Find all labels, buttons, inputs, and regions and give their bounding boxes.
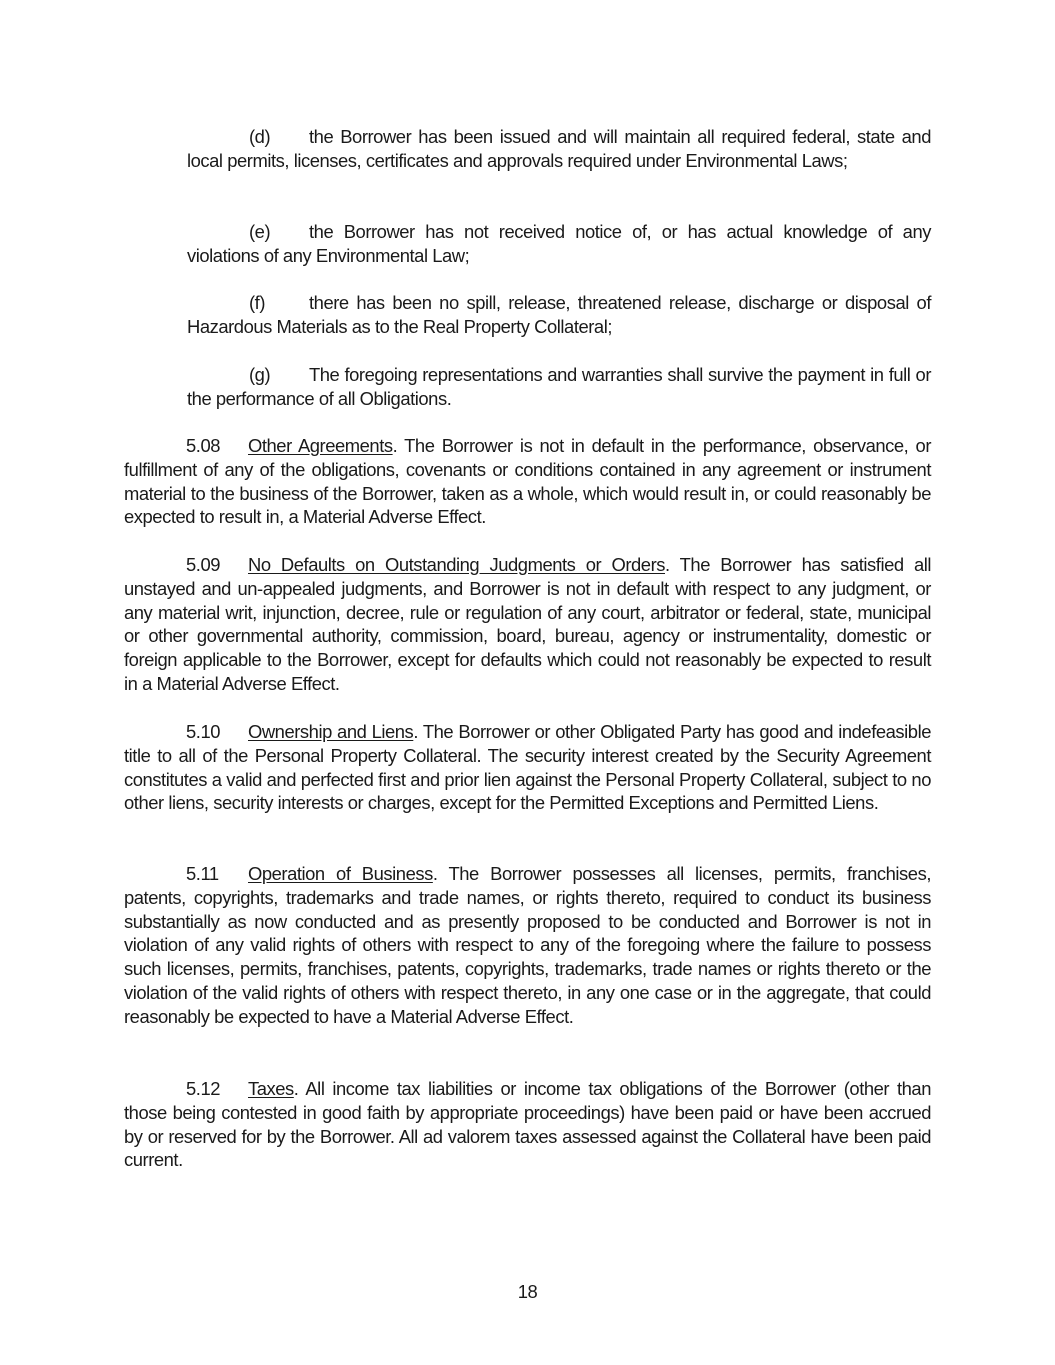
section-heading: No Defaults on Outstanding Judgments or Orders [248, 554, 665, 575]
section-5-10 [124, 720, 931, 815]
section-text: . The Borrower is not in default in the performance, observance, or fulfillment of any of the obligations, covenants or conditions contained in any agreement or instrument material to the business of the Borrower, taken as a whole, which would result in, or could reasonably be expected to result in, a Material Adverse Effect. [124, 435, 931, 528]
section-heading: Ownership and Liens [248, 721, 414, 742]
section-text: . The Borrower or other Obligated Party has good and indefeasible title to all of the Personal Property Collateral. The security interest created by the Security Agreement constitutes a valid and perfected first and prior lien against the Personal Property Collateral, subject to no other liens, security interests or charges, except for the Permitted Exceptions and Permitted Liens. [124, 721, 931, 814]
subclause-f [187, 291, 931, 339]
section-5-11 [124, 862, 931, 1029]
section-text: . All income tax liabilities or income tax obligations of the Borrower (other than those being contested in good faith by appropriate proceedings) have been paid or have been accrued by or reserved for by the Borrower. All ad valorem taxes assessed against the Collateral have been paid current. [124, 1078, 931, 1171]
section-text: . The Borrower possesses all licenses, permits, franchises, patents, copyrights, trademarks and trade names, or rights thereto, required to conduct its business substantially as now conducted and as presently proposed to be conducted and Borrower is not in violation of any valid rights of others with respect to any of the foregoing where the failure to possess such licenses, permits, franchises, patents, copyrights, trademarks, trade names or rights thereto or the violation of the valid rights of others with respect thereto, in any one case or in the aggregate, that could reasonably be expected to have a Material Adverse Effect. [124, 863, 931, 1027]
section-5-12 [124, 1077, 931, 1172]
subclause-label: (d) [249, 126, 271, 147]
subclause-label: (g) [249, 364, 271, 385]
subclause-text: The foregoing representations and warranties shall survive the payment in full or the performance of all Obligations. [187, 364, 931, 409]
subclause-d [187, 125, 931, 173]
section-number: 5.08 [186, 435, 220, 456]
section-number: 5.09 [186, 554, 220, 575]
subclause-text: the Borrower has been issued and will maintain all required federal, state and local permits, licenses, certificates and approvals required under Environmental Laws; [187, 126, 931, 171]
section-5-08 [124, 434, 931, 529]
section-heading: Other Agreements [248, 435, 393, 456]
section-5-09 [124, 553, 931, 696]
section-text: . The Borrower has satisfied all unstayed and un-appealed judgments, and Borrower is not in default with respect to any judgment, or any material writ, injunction, decree, rule or regulation of any court, arbitrator or federal, state, municipal or other governmental authority, commission, board, bureau, agency or instrumentality, domestic or foreign applicable to the Borrower, except for defaults which could not reasonably be expected to result in a Material Adverse Effect. [124, 554, 931, 694]
subclause-g [187, 363, 931, 411]
section-heading: Taxes [248, 1078, 294, 1099]
subclause-label: (e) [249, 221, 271, 242]
section-number: 5.10 [186, 721, 220, 742]
subclause-label: (f) [249, 292, 266, 313]
section-heading: Operation of Business [248, 863, 433, 884]
subclause-text: the Borrower has not received notice of, or has actual knowledge of any violations of any Environmental Law; [187, 221, 931, 266]
subclause-text: there has been no spill, release, threatened release, discharge or disposal of Hazardous Materials as to the Real Property Collateral; [187, 292, 931, 337]
section-number: 5.11 [186, 863, 219, 884]
section-number: 5.12 [186, 1078, 220, 1099]
subclause-e [187, 220, 931, 268]
page-number: 18 [517, 1281, 538, 1302]
